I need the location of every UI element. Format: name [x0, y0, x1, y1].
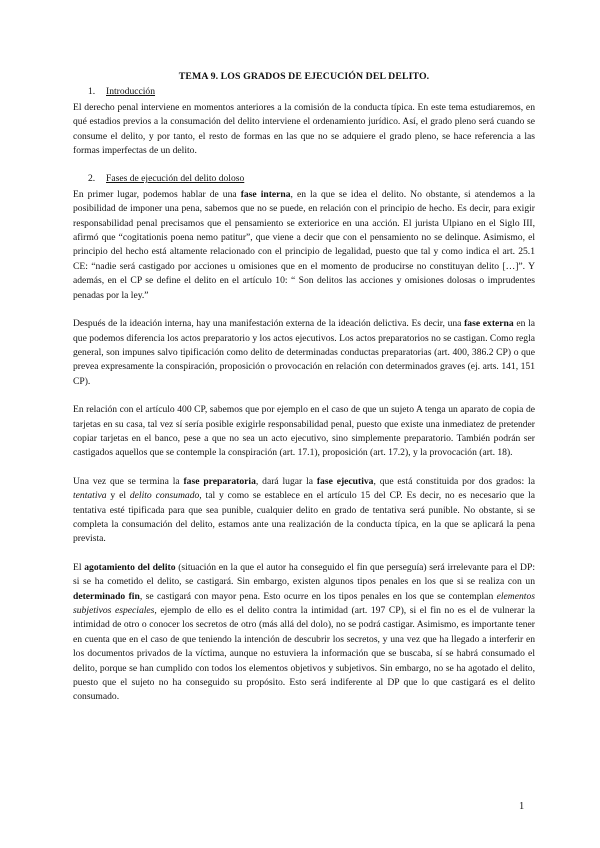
section-number: 1. [88, 86, 96, 98]
page-content [73, 70, 535, 705]
term-delito-consumado: delito consumado [129, 490, 200, 502]
paragraph-introduccion: El derecho penal interviene en momentos anteriores a la comisión de la conducta típica. En este tema estudiaremos, en qué estadios previos a la consumación del delito interviene el ordenamiento jurídico. Así, el grado pleno será cuando se consume el delito, y por tanto, el resto de formas en las que no se adquiere el grado pleno, se hace referencia a las formas imperfectas de un delito. [73, 101, 535, 157]
page-number: 1 [519, 801, 525, 812]
section-title: Fases de ejecución del delito doloso [106, 173, 245, 185]
paragraph-articulo-400: En relación con el artículo 400 CP, sabemos que por ejemplo en el caso de que un sujeto A tenga un aparato de copia de tarjetas en su casa, tal vez sí sería posible exigirle responsabilidad penal, puesto que existe una inmediatez de pretender copiar tarjetas en el banco, pese a que no sea un acto ejecutivo, sino simplemente preparatorio. También podrán ser castigados aquellos que se contemple la conspiración (art. 17.1), proposición (art. 17.2), y la provocación (art. 18). [73, 404, 535, 459]
term-fase-interna: fase interna [240, 188, 291, 200]
paragraph-agotamiento: El agotamiento del delito (situación en la que el autor ha conseguido el fin que perseguía) será irrelevante para el DP: si se ha cometido el delito, se castigará. Sin embargo, existen algunos tipos penales en los que si se realiza con un determinado fin, se castigará con mayor pena. Esto ocurre en los tipos penales en los que se contemplan elementos subjetivos especiales, ejemplo de ello es el delito contra la intimidad (art. 197 CP), si el fin no es el de vulnerar la intimidad de otro o conocer los secretos de otro (más allá del dolo), no se podrá castigar. Asimismo, es importante tener en cuenta que en el caso de que teniendo la intención de descubrir los secretos, y una vez que ha llegado a interferir en los documentos privados de la víctima, aunque no estuviera la información que se buscaba, sí se habrá consumado el delito, porque se han cumplido con todos los elementos objetivos y subjetivos. Sin embargo, no se ha agotado el delito, puesto que el sujeto no ha conseguido su propósito. Esto será indiferente al DP que lo que castigará es el delito consumado. [73, 561, 535, 703]
paragraph-fase-interna: En primer lugar, podemos hablar de una fase interna, en la que se idea el delito. No obstante, si atendemos a la posibilidad de imponer una pena, sabemos que no se puede, en relación con el principio de hecho. Es decir, para exigir responsabilidad penal precisamos que el pensamiento se exteriorice en una acción. El jurista Ulpiano en el Siglo III, afirmó que “cogitationis poena nemo patitur”, que viene a decir que con el pensamiento no se delinque. Asimismo, el principio del hecho está altamente relacionado con el principio de legalidad, puesto que tal y como indica el art. 25.1 CE: “nadie será castigado por acciones u omisiones que en el momento de producirse no constituyan delito […]”. Y además, en el CP se define el delito en el artículo 10: “ Son delitos las acciones y omisiones dolosas o imprudentes penadas por la ley.” [73, 188, 535, 301]
section-title: Introducción [106, 86, 156, 98]
term-tentativa: tentativa [73, 490, 107, 502]
term-agotamiento: agotamiento del delito [84, 561, 176, 573]
section-heading-fases [73, 172, 535, 186]
spacer [73, 303, 535, 317]
section-number: 2. [88, 173, 96, 185]
section-heading-introduccion [73, 85, 535, 99]
document-title: TEMA 9. LOS GRADOS DE EJECUCIÓN DEL DELITO. [178, 71, 430, 82]
term-fase-ejecutiva: fase ejecutiva [316, 475, 374, 487]
spacer [73, 158, 535, 172]
spacer [73, 461, 535, 475]
paragraph-fase-externa: Después de la ideación interna, hay una manifestación externa de la ideación delictiva. Es decir, una fase externa en la que podemos diferencia los actos preparatorio y los actos ejecutivos. Los actos preparatorios no se castigan. Como regla general, son impunes salvo tipificación como delito de determinadas conductas preparatorias (art. 400, 386.2 CP) o que prevea expresamente la conspiración, proposición o provocación en relación con determinados graves (ej. arts. 141, 151 CP). [73, 318, 536, 387]
term-fase-preparatoria: fase preparatoria [183, 475, 256, 487]
spacer [73, 389, 535, 403]
term-determinado-fin: determinado fin [73, 590, 140, 602]
term-fase-externa: fase externa [464, 318, 514, 330]
paragraph-fase-ejecutiva: Una vez que se termina la fase preparatoria, dará lugar la fase ejecutiva, que está constituida por dos grados: la tentativa y el delito consumado, tal y como se establece en el artículo 15 del CP. Es decir, no es necesario que la tentativa esté tipificada para que sea punible, cualquier delito en grado de tentativa será punible. No obstante, si se completa la consumación del delito, estamos ante una realización de la conducta típica, en la que se aplicará la pena prevista. [73, 475, 535, 545]
spacer [73, 547, 535, 561]
term-elementos-subjetivos: elementos subjetivos especiales [73, 590, 535, 616]
